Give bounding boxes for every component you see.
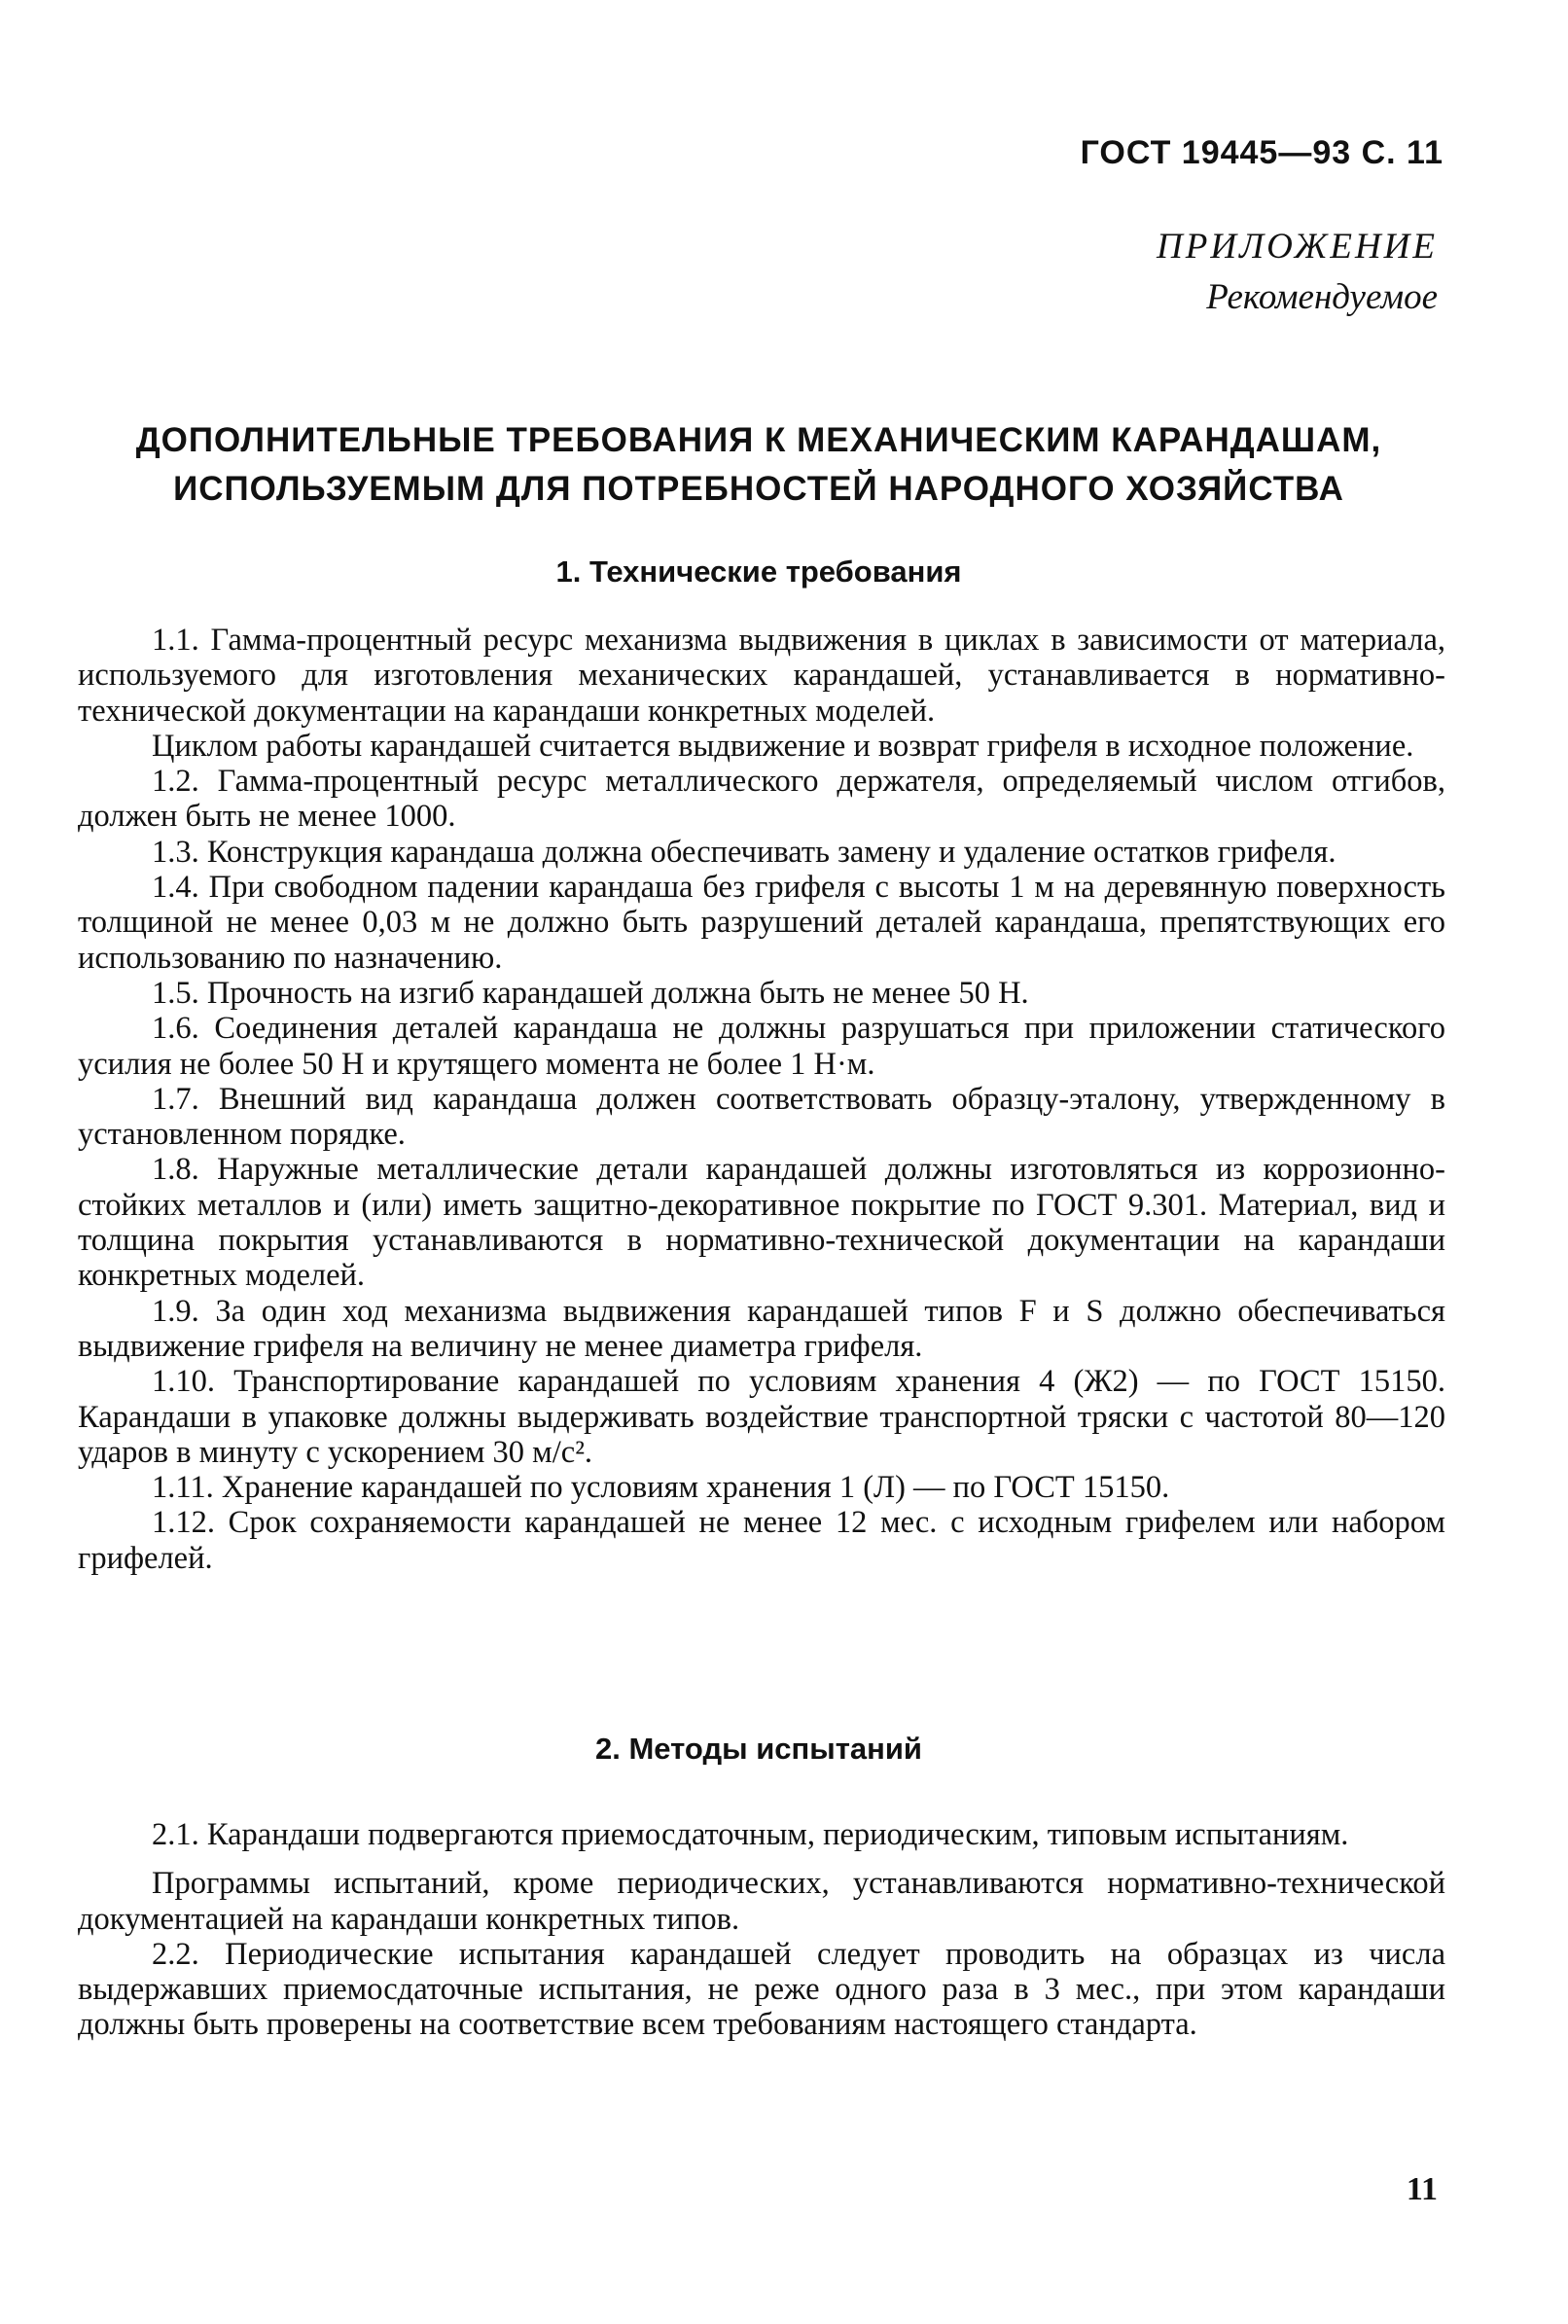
paragraph-1-1: 1.1. Гамма-процентный ресурс механизма выдвижения в циклах в зависимости от материала, используемого для изготовления механических карандашей, устанавливается в нормативно-технической документации на карандаши конкретных моделей. bbox=[78, 623, 1445, 729]
paragraph-1-4: 1.4. При свободном падении карандаша без грифеля с высоты 1 м на деревянную поверхность толщиной не менее 0,03 м не должно быть разрушений деталей карандаша, препятствующих его использованию по назначению. bbox=[78, 870, 1445, 976]
appendix-status: Рекомендуемое bbox=[1206, 277, 1438, 317]
document-title bbox=[78, 416, 1440, 514]
page-header-standard: ГОСТ 19445—93 С. 11 bbox=[1080, 134, 1443, 171]
appendix-label: ПРИЛОЖЕНИЕ bbox=[1157, 227, 1438, 267]
paragraph-1-8: 1.8. Наружные металлические детали карандашей должны изготовляться из коррозионно-стойких металлов и (или) иметь защитно-декоративное покрытие по ГОСТ 9.301. Материал, вид и толщина покрытия устанавливаются в нормативно-технической документации на карандаши конкретных моделей. bbox=[78, 1152, 1445, 1294]
paragraph-1-10: 1.10. Транспортирование карандашей по условиям хранения 4 (Ж2) — по ГОСТ 15150. Карандаши в упаковке должны выдерживать воздействие транспортной тряски с частотой 80—120 ударов в минуту с ускорением 30 м/с². bbox=[78, 1364, 1445, 1470]
paragraph-1-3: 1.3. Конструкция карандаша должна обеспечивать замену и удаление остатков грифеля. bbox=[152, 834, 1336, 870]
paragraph-1-9: 1.9. За один ход механизма выдвижения карандашей типов F и S должно обеспечиваться выдвижение грифеля на величину не менее диаметра грифеля. bbox=[78, 1293, 1445, 1364]
paragraph-1-2: 1.2. Гамма-процентный ресурс металлического держателя, определяемый числом отгибов, должен быть не менее 1000. bbox=[78, 764, 1445, 835]
paragraph-2-1: 2.1. Карандаши подвергаются приемосдаточным, периодическим, типовым испытаниям. bbox=[152, 1817, 1349, 1852]
section-1-title: 1. Технические требования bbox=[555, 554, 962, 589]
paragraph-1-5: 1.5. Прочность на изгиб карандашей должна быть не менее 50 Н. bbox=[152, 975, 1029, 1011]
section-1-body bbox=[78, 623, 1445, 1576]
document-title-line-2: ИСПОЛЬЗУЕМЫМ ДЛЯ ПОТРЕБНОСТЕЙ НАРОДНОГО ХОЗЯЙСТВА bbox=[173, 470, 1344, 508]
section-2-title: 2. Методы испытаний bbox=[595, 1732, 922, 1766]
paragraph-1-6: 1.6. Соединения деталей карандаша не должны разрушаться при приложении статического усилия не более 50 Н и крутящего момента не более 1 Н·м. bbox=[78, 1011, 1445, 1082]
appendix-block bbox=[1157, 222, 1438, 323]
paragraph-2-1-programs: Программы испытаний, кроме периодических, устанавливаются нормативно-технической документацией на карандаши конкретных типов. bbox=[78, 1866, 1445, 1937]
section-2-body bbox=[78, 1817, 1445, 2043]
paragraph-1-1-cycle: Циклом работы карандашей считается выдвижение и возврат грифеля в исходное положение. bbox=[152, 728, 1414, 764]
paragraph-1-11: 1.11. Хранение карандашей по условиям хранения 1 (Л) — по ГОСТ 15150. bbox=[152, 1470, 1170, 1506]
paragraph-1-12: 1.12. Срок сохраняемости карандашей не менее 12 мес. с исходным грифелем или набором грифелей. bbox=[78, 1505, 1445, 1576]
document-title-line-1: ДОПОЛНИТЕЛЬНЫЕ ТРЕБОВАНИЯ К МЕХАНИЧЕСКИМ КАРАНДАШАМ, bbox=[135, 421, 1382, 459]
paragraph-2-2: 2.2. Периодические испытания карандашей следует проводить на образцах из числа выдержавших приемосдаточные испытания, не реже одного раза в 3 мес., при этом карандаши должны быть проверены на соответствие всем требованиям настоящего стандарта. bbox=[78, 1936, 1445, 2043]
page-number: 11 bbox=[1406, 2171, 1438, 2207]
paragraph-1-7: 1.7. Внешний вид карандаша должен соответствовать образцу-эталону, утвержденному в установленном порядке. bbox=[78, 1081, 1445, 1153]
